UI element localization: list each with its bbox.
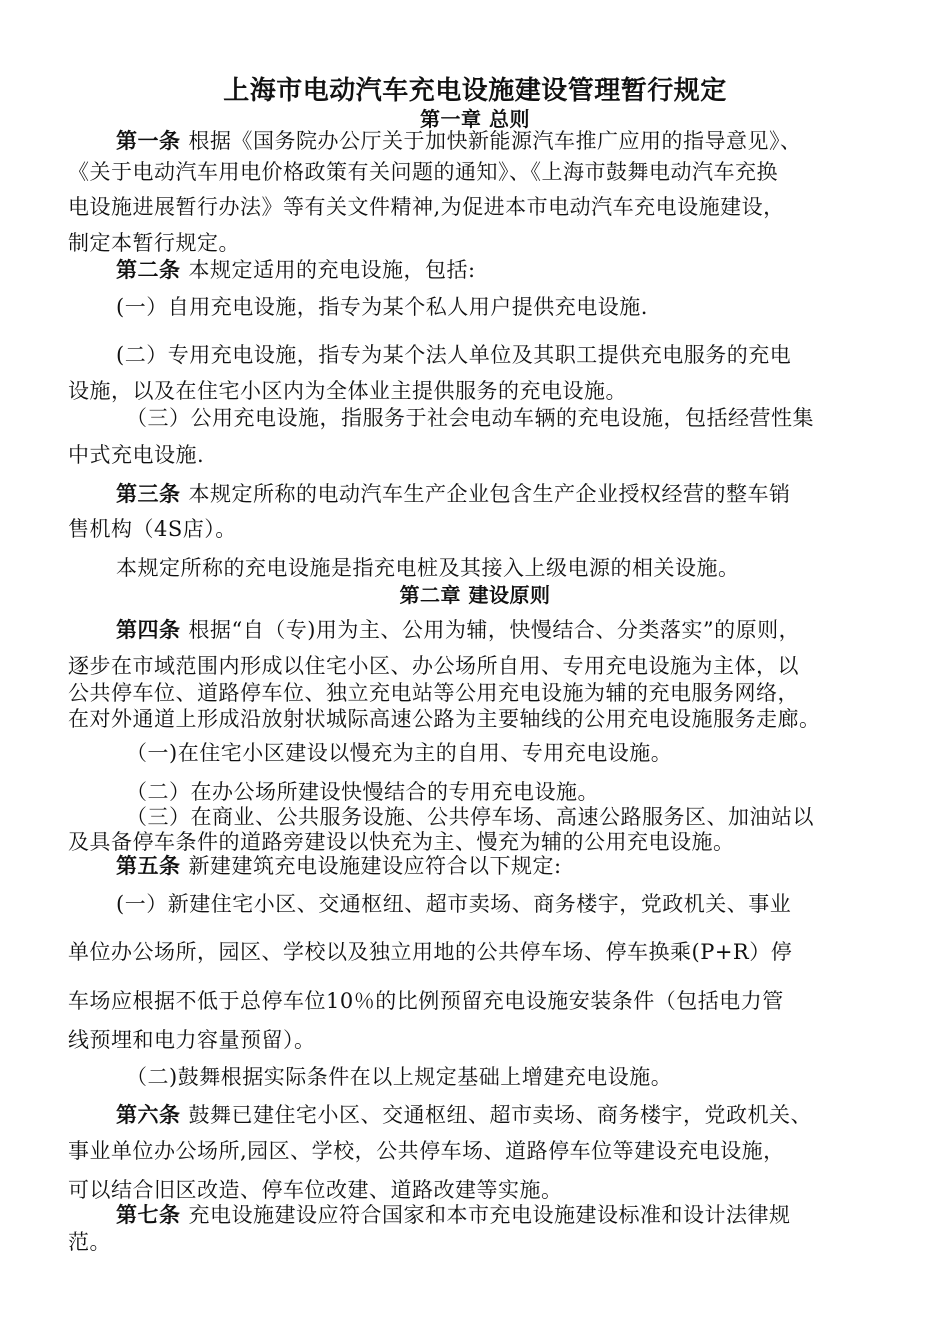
chapter-1-heading: 第一章 总则 (420, 107, 530, 131)
article-5-line-1 (116, 851, 562, 881)
article-4-line-3: 公共停车位、道路停车位、独立充电站等公用充电设施为辅的充电服务网络， (68, 681, 799, 705)
article-4-line-4: 在对外通道上形成沿放射状城际高速公路为主要轴线的公用充电设施服务走廊。 (68, 707, 821, 731)
article-1-line-1 (116, 126, 802, 156)
article-4-text: 根据“自（专)用为主、公用为辅，快慢结合、分类落实”的原则， (188, 618, 801, 642)
article-3-line-1 (116, 479, 791, 509)
article-1-line-3: 电设施进展暂行办法》等有关文件精神,为促进本市电动汽车充电设施建设， (68, 195, 785, 219)
article-5-item-1-line-4: 线预埋和电力容量预留）。 (68, 1028, 316, 1052)
article-3-label: 第三条 (116, 482, 181, 506)
article-4-line-2: 逐步在市域范围内形成以住宅小区、办公场所自用、专用充电设施为主体，以 (68, 654, 799, 678)
article-6-line-3: 可以结合旧区改造、停车位改建、道路改建等实施。 (68, 1178, 563, 1202)
article-1-text: 根据《国务院办公厅关于加快新能源汽车推广应用的指导意见》、 (188, 129, 802, 153)
article-4-label: 第四条 (116, 618, 181, 642)
article-7-line-1 (116, 1200, 791, 1230)
article-2-item-2-line-2: 设施，以及在住宅小区内为全体业主提供服务的充电设施。 (68, 379, 627, 403)
article-4-item-3-line-2: 及具备停车条件的道路旁建设以快充为主、慢充为辅的公用充电设施。 (68, 830, 735, 854)
article-4-item-2: （二）在办公场所建设快慢结合的专用充电设施。 (126, 780, 599, 804)
article-5-label: 第五条 (116, 854, 181, 878)
article-2-label: 第二条 (116, 258, 181, 282)
article-1-line-2: 《关于电动汽车用电价格政策有关问题的通知》、《上海市鼓舞电动汽车充换 (68, 160, 778, 184)
article-7-line-2: 范。 (68, 1230, 111, 1254)
article-5-item-2: （二)鼓舞根据实际条件在以上规定基础上增建充电设施。 (126, 1065, 673, 1089)
article-5-item-1-line-1: (一）新建住宅小区、交通枢纽、超市卖场、商务楼宇，党政机关、事业 (116, 892, 792, 916)
article-2-line-1 (116, 255, 476, 285)
article-6-line-1 (116, 1100, 812, 1130)
article-3-line-3: 本规定所称的充电设施是指充电桩及其接入上级电源的相关设施。 (116, 556, 740, 580)
article-6-label: 第六条 (116, 1103, 181, 1127)
article-4-item-1: （一)在住宅小区建设以慢充为主的自用、专用充电设施。 (126, 741, 673, 765)
chapter-2-heading: 第二章 建设原则 (399, 583, 551, 607)
article-1-label: 第一条 (116, 129, 181, 153)
article-6-line-2: 事业单位办公场所,园区、学校，公共停车场、道路停车位等建设充电设施， (68, 1139, 785, 1163)
article-3-text: 本规定所称的电动汽车生产企业包含生产企业授权经营的整车销 (188, 482, 791, 506)
article-7-text: 充电设施建设应符合国家和本市充电设施建设标准和设计法律规 (188, 1203, 791, 1227)
article-5-item-1-line-2: 单位办公场所，园区、学校以及独立用地的公共停车场、停车换乘(P+R）停 (68, 940, 793, 964)
article-2-item-1: (一）自用充电设施，指专为某个私人用户提供充电设施. (116, 295, 648, 319)
article-6-text: 鼓舞已建住宅小区、交通枢纽、超市卖场、商务楼宇，党政机关、 (188, 1103, 812, 1127)
article-5-item-1-line-3: 车场应根据不低于总停车位10％的比例预留充电设施安装条件（包括电力管 (68, 989, 784, 1013)
article-2-text: 本规定适用的充电设施，包括: (188, 258, 476, 282)
article-2-item-3-line-2: 中式充电设施. (68, 443, 205, 467)
article-1-line-4: 制定本暂行规定。 (68, 231, 240, 255)
article-2-item-2-line-1: (二）专用充电设施，指专为某个法人单位及其职工提供充电服务的充电 (116, 343, 792, 367)
document-title: 上海市电动汽车充电设施建设管理暂行规定 (223, 76, 727, 106)
article-4-line-1 (116, 615, 800, 645)
article-2-item-3-line-1: （三）公用充电设施，指服务于社会电动车辆的充电设施，包括经营性集 (126, 406, 814, 430)
article-3-line-2: 售机构（4S店）。 (68, 517, 237, 541)
article-4-item-3-line-1: （三）在商业、公共服务设施、公共停车场、高速公路服务区、加油站以 (126, 805, 814, 829)
article-7-label: 第七条 (116, 1203, 181, 1227)
article-5-text: 新建建筑充电设施建设应符合以下规定: (188, 854, 562, 878)
